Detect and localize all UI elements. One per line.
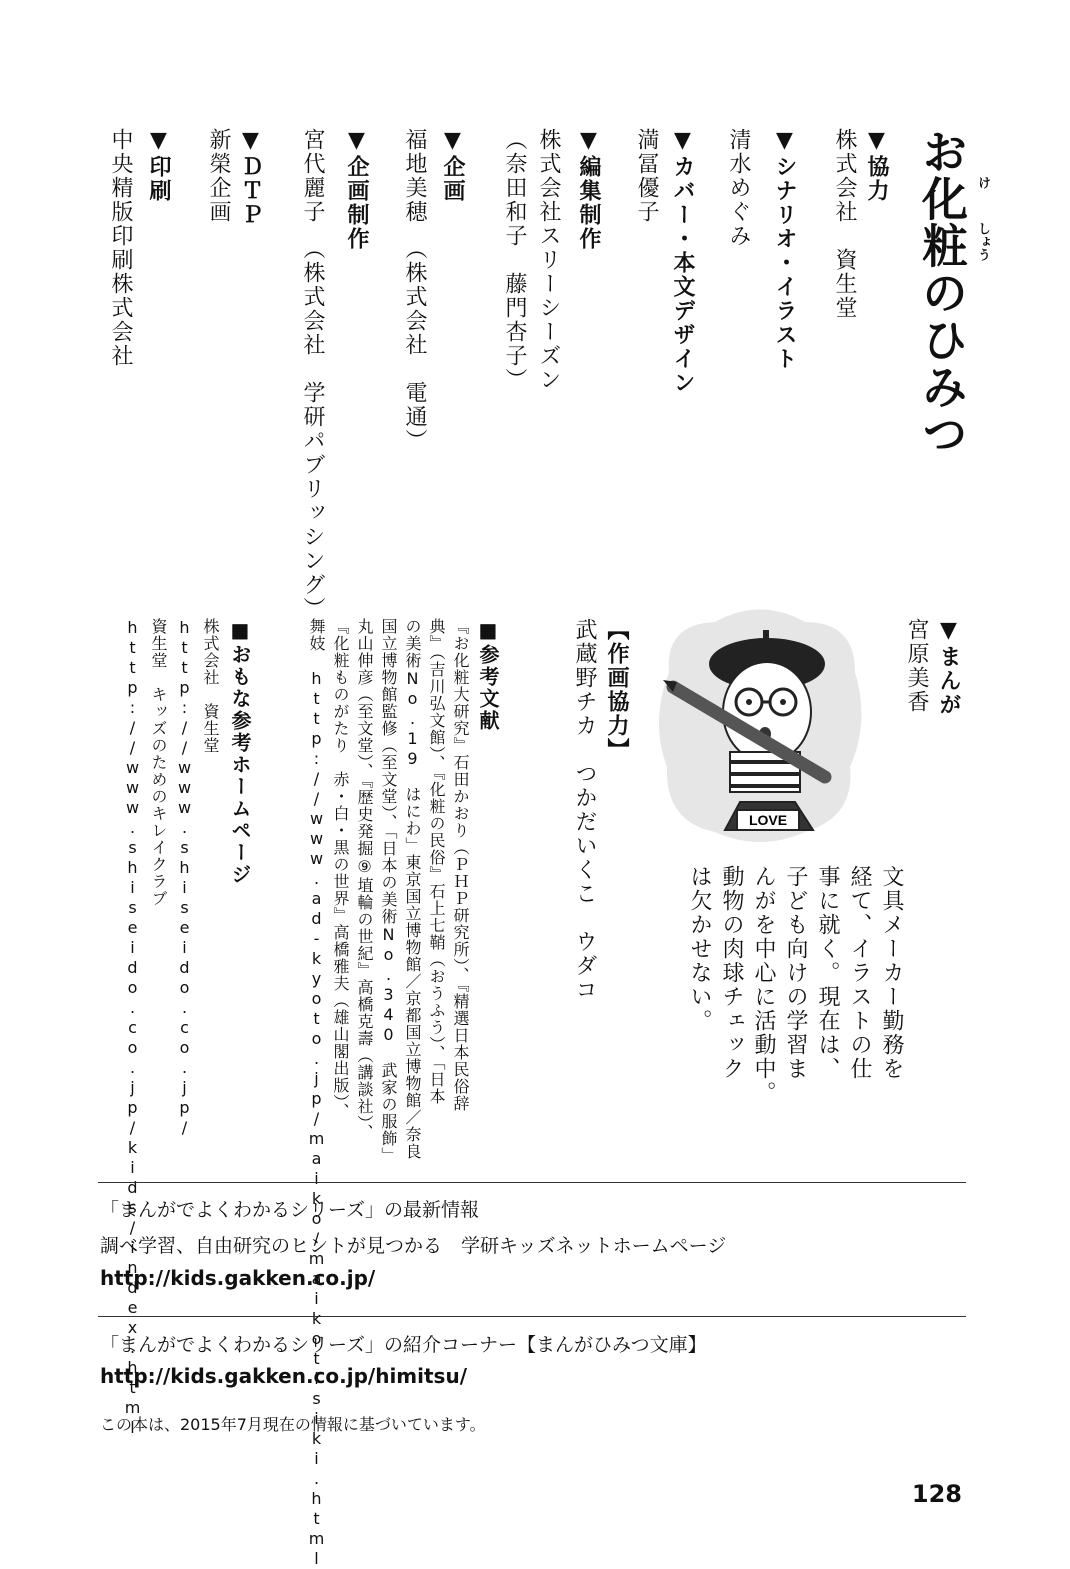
footer-divider-middle [98,1316,966,1317]
art-coop-names: 武蔵野チカ つかだいくこ ウダコ [572,618,597,1002]
artist-illustration [655,602,865,857]
credit-head-dtp: ▼ＤＴＰ [238,128,263,227]
series-info: 「まんがでよくわかるシリーズ」の最新情報 [100,1199,480,1221]
title-text: お化粧のひみつ [915,128,969,457]
credit-head-cooperation: ▼協力 [864,128,889,203]
credit-value-planning: 福地美穂 （株式会社 電通） [402,128,427,453]
credit-value-production: 宮代麗子 （株式会社 学研パブリッシング） [300,128,325,621]
credit-head-scenario: ▼シナリオ・イラスト [772,128,797,371]
credit-value-dtp: 新榮企画 [206,128,231,224]
manga-author: 宮原美香 [904,618,929,714]
credit-head-design: ▼カバー・本文デザイン [670,128,695,395]
credit-head-editing: ▼編集制作 [576,128,601,251]
info-note: この本は、2015年7月現在の情報に基づいています。 [100,1415,486,1434]
reference-line: 典』（吉川弘文館）、『化粧の民俗』石上七鞘（おうふう）、「日本 [427,618,446,1105]
reference-line: の美術No.19 はにわ」東京国立博物館／京都国立博物館／奈良 [403,618,422,1160]
eye-left [746,699,752,705]
references-head: ■参考文献 [476,618,500,732]
credit-value-scenario: 清水めぐみ [726,128,751,248]
credit-head-printing: ▼印刷 [146,128,171,203]
manga-bio-line-1: 文具メーカー勤務を [879,865,904,1081]
manga-bio-line-4: 子ども向けの学習ま [783,865,808,1081]
credit-head-production: ▼企画制作 [344,128,369,251]
manga-bio-line-6: 動物の肉球チェック [719,865,744,1081]
title-ruby-shou: しょう [975,222,990,261]
reference-line: 『お化粧大研究』石田かおり（ＰＨＰ研究所）、『精選日本民俗辞 [451,618,470,1112]
credit-value-editing-members: （奈田和子 藤門杏子） [502,128,527,392]
manga-bio-line-2: 経て、イラストの仕 [847,865,872,1081]
title-ruby-ke: け [975,176,990,189]
page-title [909,128,975,457]
homepage-line: 資生堂 キッズのためのキレイクラブ [149,618,168,907]
manga-head: ▼まんが [936,618,961,717]
manga-bio-line-3: 事に就く。現在は、 [815,865,840,1081]
credit-head-planning: ▼企画 [440,128,465,203]
reference-line: 舞妓 http://www.ad-kyoto.jp/maiko/maikotisiki.html [307,618,326,1569]
beret-stem [763,630,769,642]
manga-bio-line-5: んがを中心に活動中。 [751,865,776,1105]
reference-line: 『化粧ものがたり 赤・白・黒の世界』高橋雅夫（雄山閣出版）、 [331,618,350,1120]
love-sign-text: LOVE [748,812,788,828]
credit-value-printing: 中央精版印刷株式会社 [108,128,133,368]
reference-line: 丸山伸彦（至文堂）、『歴史発掘⑨埴輪の世紀』高橋克壽（講談社）、 [355,618,374,1141]
reference-line: 国立博物館監修（至文堂）、「日本の美術No.340 武家の服飾」 [379,618,398,1164]
homepage-link[interactable]: http://www.shiseido.co.jp/kids/index.html [123,618,142,1438]
footer-divider-top [98,1182,966,1183]
series-intro: 「まんがでよくわかるシリーズ」の紹介コーナー【まんがひみつ文庫】 [100,1334,707,1356]
credit-value-cooperation: 株式会社 資生堂 [832,128,857,320]
page-number: 128 [911,1480,962,1508]
art-coop-head: 【作画協力】 [604,618,629,762]
credit-value-editing: 株式会社スリーシーズン [536,128,561,392]
homepages-head: ■おもな参考ホームページ [228,618,252,886]
manga-bio-line-7: は欠かせない。 [687,865,712,1033]
eye-right [780,699,786,705]
homepage-link[interactable]: http://www.shiseido.co.jp/ [175,618,194,1138]
credit-value-design: 満冨優子 [634,128,659,224]
gakken-url-link[interactable]: http://kids.gakken.co.jp/ [100,1266,376,1290]
himitsu-url-link[interactable]: http://kids.gakken.co.jp/himitsu/ [100,1364,468,1388]
homepage-line: 株式会社 資生堂 [201,618,220,754]
gakken-desc: 調べ学習、自由研究のヒントが見つかる 学研キッズネットホームページ [100,1235,727,1257]
